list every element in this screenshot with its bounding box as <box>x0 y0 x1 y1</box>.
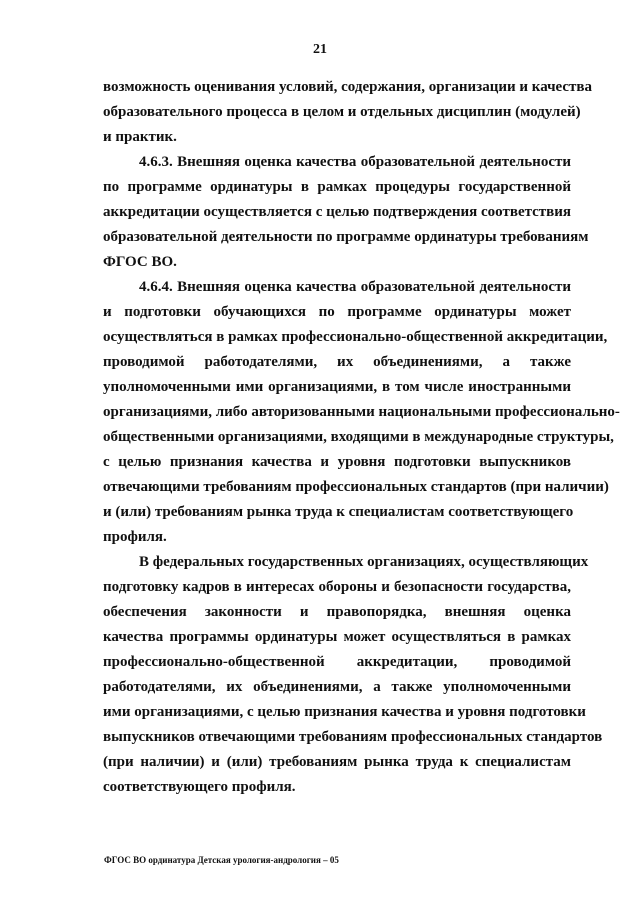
text-line: и (или) требованиям рынка труда к специалистам соответствующего <box>103 504 574 520</box>
text-line: с целью признания качества и уровня подготовки выпускников <box>103 454 571 470</box>
text-line: образовательной деятельности по программе ординатуры требованиям <box>103 229 589 245</box>
text-line: организациями, либо авторизованными национальными профессионально- <box>103 404 620 420</box>
text-line: В федеральных государственных организациях, осуществляющих <box>139 554 589 570</box>
text-line: образовательного процесса в целом и отдельных дисциплин (модулей) <box>103 104 581 120</box>
text-line: по программе ординатуры в рамках процедуры государственной <box>103 179 571 195</box>
text-line: (при наличии) и (или) требованиям рынка труда к специалистам <box>103 754 571 770</box>
text-line: подготовку кадров в интересах обороны и безопасности государства, <box>103 579 571 595</box>
text-line: качества программы ординатуры может осуществляться в рамках <box>103 629 571 645</box>
text-line: выпускников отвечающими требованиям профессиональных стандартов <box>103 729 603 745</box>
page-number: 21 <box>313 42 327 57</box>
text-line: ими организациями, с целью признания качества и уровня подготовки <box>103 704 586 720</box>
text-line: соответствующего профиля. <box>103 779 296 795</box>
text-line: осуществляться в рамках профессионально-общественной аккредитации, <box>103 329 608 345</box>
text-line: 4.6.3. Внешняя оценка качества образовательной деятельности <box>139 154 571 170</box>
text-line: и подготовки обучающихся по программе ординатуры может <box>103 304 571 320</box>
text-line: уполномоченными ими организациями, в том числе иностранными <box>103 379 571 395</box>
text-line: аккредитации осуществляется с целью подтверждения соответствия <box>103 204 572 220</box>
document-footer: ФГОС ВО ординатура Детская урология-андрология – 05 <box>104 855 339 865</box>
text-line: общественными организациями, входящими в международные структуры, <box>103 429 614 445</box>
text-line: работодателями, их объединениями, а также уполномоченными <box>103 679 571 695</box>
text-line: обеспечения законности и правопорядка, внешняя оценка <box>103 604 571 620</box>
text-line: возможность оценивания условий, содержания, организации и качества <box>103 79 593 95</box>
text-line: 4.6.4. Внешняя оценка качества образовательной деятельности <box>139 279 571 295</box>
text-line: и практик. <box>103 129 177 145</box>
text-line: ФГОС ВО. <box>103 254 177 270</box>
text-line: проводимой работодателями, их объединениями, а также <box>103 354 571 370</box>
text-line: профессионально-общественной аккредитации, проводимой <box>103 654 571 670</box>
text-line: профиля. <box>103 529 167 545</box>
text-line: отвечающими требованиям профессиональных стандартов (при наличии) <box>103 479 609 495</box>
